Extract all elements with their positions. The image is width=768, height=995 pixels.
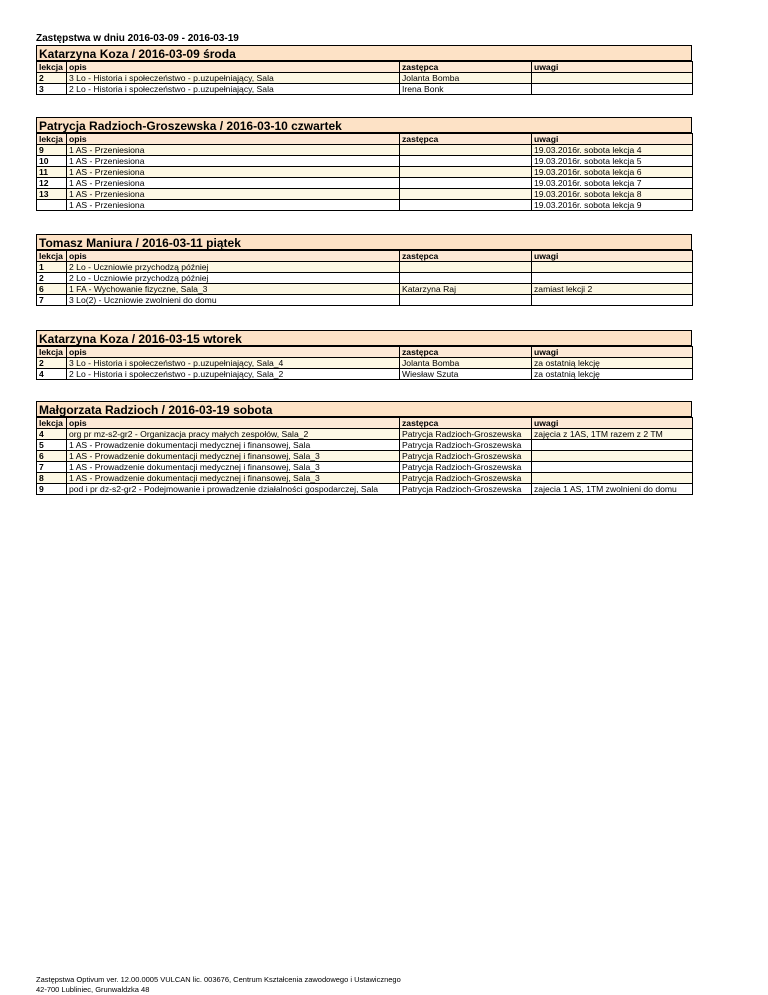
cell-opis: 1 AS - Prowadzenie dokumentacji medycznej i finansowej, Sala_3	[67, 451, 400, 462]
cell-zastepca: Jolanta Bomba	[400, 358, 532, 369]
table-row	[37, 189, 693, 200]
cell-opis: 3 Lo - Historia i społeczeństwo - p.uzupełniający, Sala_4	[67, 358, 400, 369]
cell-lekcja	[37, 200, 67, 211]
cell-lekcja: 6	[37, 451, 67, 462]
cell-opis: 3 Lo(2) - Uczniowie zwolnieni do domu	[67, 295, 400, 306]
cell-lekcja: 13	[37, 189, 67, 200]
cell-uwagi	[532, 73, 693, 84]
cell-uwagi: 19.03.2016r. sobota lekcja 4	[532, 145, 693, 156]
cell-lekcja: 2	[37, 73, 67, 84]
cell-opis: 1 AS - Przeniesiona	[67, 189, 400, 200]
cell-zastepca: Patrycja Radzioch-Groszewska	[400, 440, 532, 451]
cell-lekcja: 12	[37, 178, 67, 189]
table-header-row	[37, 62, 693, 73]
cell-uwagi	[532, 262, 693, 273]
header-zastepca: zastępca	[400, 251, 532, 262]
header-lekcja: lekcja	[37, 62, 67, 73]
section-title: Tomasz Maniura / 2016-03-11 piątek	[36, 234, 692, 250]
cell-opis: 2 Lo - Uczniowie przychodzą później	[67, 262, 400, 273]
header-lekcja: lekcja	[37, 134, 67, 145]
cell-lekcja: 2	[37, 273, 67, 284]
cell-uwagi: 19.03.2016r. sobota lekcja 9	[532, 200, 693, 211]
header-uwagi: uwagi	[532, 418, 693, 429]
table-row	[37, 73, 693, 84]
cell-opis: 1 AS - Prowadzenie dokumentacji medycznej i finansowej, Sala_3	[67, 473, 400, 484]
table-row	[37, 262, 693, 273]
cell-lekcja: 10	[37, 156, 67, 167]
table-row	[37, 440, 693, 451]
cell-opis: 1 AS - Prowadzenie dokumentacji medycznej i finansowej, Sala	[67, 440, 400, 451]
cell-uwagi	[532, 295, 693, 306]
table-header-row	[37, 134, 693, 145]
cell-zastepca	[400, 189, 532, 200]
table-row	[37, 451, 693, 462]
header-opis: opis	[67, 251, 400, 262]
table-row	[37, 284, 693, 295]
cell-zastepca: Irena Bonk	[400, 84, 532, 95]
table-row	[37, 156, 693, 167]
cell-uwagi	[532, 273, 693, 284]
table-row	[37, 273, 693, 284]
cell-lekcja: 11	[37, 167, 67, 178]
section-title: Patrycja Radzioch-Groszewska / 2016-03-10 czwartek	[36, 117, 692, 133]
cell-zastepca	[400, 273, 532, 284]
footer-line-address: 42-700 Lubliniec, Grunwaldzka 48	[36, 985, 150, 994]
cell-opis: 2 Lo - Historia i społeczeństwo - p.uzupełniający, Sala_2	[67, 369, 400, 380]
table-row	[37, 429, 693, 440]
table-row	[37, 473, 693, 484]
cell-uwagi	[532, 84, 693, 95]
cell-zastepca: Jolanta Bomba	[400, 73, 532, 84]
header-uwagi: uwagi	[532, 62, 693, 73]
cell-zastepca	[400, 178, 532, 189]
header-uwagi: uwagi	[532, 347, 693, 358]
substitution-section	[36, 401, 692, 495]
header-opis: opis	[67, 134, 400, 145]
cell-lekcja: 1	[37, 262, 67, 273]
cell-lekcja: 4	[37, 369, 67, 380]
cell-zastepca: Patrycja Radzioch-Groszewska	[400, 429, 532, 440]
header-uwagi: uwagi	[532, 134, 693, 145]
table-header-row	[37, 347, 693, 358]
section-title: Małgorzata Radzioch / 2016-03-19 sobota	[36, 401, 692, 417]
cell-opis: 1 AS - Przeniesiona	[67, 178, 400, 189]
cell-opis: 1 AS - Prowadzenie dokumentacji medycznej i finansowej, Sala_3	[67, 462, 400, 473]
header-lekcja: lekcja	[37, 418, 67, 429]
cell-lekcja: 7	[37, 295, 67, 306]
header-zastepca: zastępca	[400, 347, 532, 358]
cell-zastepca: Patrycja Radzioch-Groszewska	[400, 462, 532, 473]
header-uwagi: uwagi	[532, 251, 693, 262]
page-title: Zastępstwa w dniu 2016-03-09 - 2016-03-19	[36, 33, 239, 44]
cell-uwagi	[532, 462, 693, 473]
table-row	[37, 167, 693, 178]
section-title: Katarzyna Koza / 2016-03-09 środa	[36, 45, 692, 61]
cell-zastepca	[400, 167, 532, 178]
section-title: Katarzyna Koza / 2016-03-15 wtorek	[36, 330, 692, 346]
cell-uwagi: za ostatnią lekcję	[532, 369, 693, 380]
footer-line-license: Zastępstwa Optivum ver. 12.00.0005 VULCAN lic. 003676, Centrum Kształcenia zawodowego i Ustawicznego	[36, 975, 401, 984]
cell-zastepca	[400, 262, 532, 273]
table-header-row	[37, 418, 693, 429]
cell-uwagi: zajecia 1 AS, 1TM zwolnieni do domu	[532, 484, 693, 495]
substitution-table	[36, 61, 693, 95]
cell-zastepca: Patrycja Radzioch-Groszewska	[400, 473, 532, 484]
cell-lekcja: 9	[37, 145, 67, 156]
header-lekcja: lekcja	[37, 251, 67, 262]
table-row	[37, 295, 693, 306]
cell-opis: 1 FA - Wychowanie fizyczne, Sala_3	[67, 284, 400, 295]
substitution-section	[36, 234, 692, 306]
table-row	[37, 462, 693, 473]
cell-opis: pod i pr dz-s2-gr2 - Podejmowanie i prowadzenie działalności gospodarczej, Sala	[67, 484, 400, 495]
header-zastepca: zastępca	[400, 62, 532, 73]
substitution-table	[36, 133, 693, 211]
table-row	[37, 484, 693, 495]
cell-uwagi: zamiast lekcji 2	[532, 284, 693, 295]
cell-opis: 3 Lo - Historia i społeczeństwo - p.uzupełniający, Sala	[67, 73, 400, 84]
cell-zastepca: Patrycja Radzioch-Groszewska	[400, 451, 532, 462]
header-opis: opis	[67, 347, 400, 358]
table-row	[37, 358, 693, 369]
cell-zastepca: Katarzyna Raj	[400, 284, 532, 295]
cell-uwagi: 19.03.2016r. sobota lekcja 6	[532, 167, 693, 178]
cell-uwagi: 19.03.2016r. sobota lekcja 5	[532, 156, 693, 167]
cell-lekcja: 3	[37, 84, 67, 95]
substitution-section	[36, 330, 692, 380]
cell-lekcja: 5	[37, 440, 67, 451]
cell-lekcja: 9	[37, 484, 67, 495]
substitution-table	[36, 417, 693, 495]
cell-opis: org pr mz-s2-gr2 - Organizacja pracy małych zespołów, Sala_2	[67, 429, 400, 440]
cell-uwagi: zajęcia z 1AS, 1TM razem z 2 TM	[532, 429, 693, 440]
cell-zastepca	[400, 156, 532, 167]
cell-uwagi	[532, 451, 693, 462]
cell-opis: 1 AS - Przeniesiona	[67, 145, 400, 156]
cell-lekcja: 8	[37, 473, 67, 484]
substitution-section	[36, 117, 692, 211]
header-zastepca: zastępca	[400, 134, 532, 145]
cell-opis: 1 AS - Przeniesiona	[67, 167, 400, 178]
table-row	[37, 369, 693, 380]
table-row	[37, 200, 693, 211]
substitution-section	[36, 45, 692, 95]
cell-uwagi: 19.03.2016r. sobota lekcja 8	[532, 189, 693, 200]
cell-zastepca	[400, 145, 532, 156]
footer	[36, 975, 401, 995]
cell-zastepca	[400, 295, 532, 306]
header-lekcja: lekcja	[37, 347, 67, 358]
table-row	[37, 145, 693, 156]
cell-zastepca: Patrycja Radzioch-Groszewska	[400, 484, 532, 495]
table-header-row	[37, 251, 693, 262]
substitution-table	[36, 250, 693, 306]
header-zastepca: zastępca	[400, 418, 532, 429]
cell-opis: 1 AS - Przeniesiona	[67, 200, 400, 211]
cell-lekcja: 4	[37, 429, 67, 440]
cell-lekcja: 7	[37, 462, 67, 473]
cell-zastepca	[400, 200, 532, 211]
cell-opis: 2 Lo - Historia i społeczeństwo - p.uzupełniający, Sala	[67, 84, 400, 95]
substitution-table	[36, 346, 693, 380]
cell-uwagi: za ostatnią lekcję	[532, 358, 693, 369]
table-row	[37, 84, 693, 95]
cell-lekcja: 6	[37, 284, 67, 295]
cell-opis: 2 Lo - Uczniowie przychodzą później	[67, 273, 400, 284]
header-opis: opis	[67, 62, 400, 73]
cell-uwagi	[532, 440, 693, 451]
table-row	[37, 178, 693, 189]
cell-zastepca: Wiesław Szuta	[400, 369, 532, 380]
header-opis: opis	[67, 418, 400, 429]
cell-lekcja: 2	[37, 358, 67, 369]
cell-uwagi: 19.03.2016r. sobota lekcja 7	[532, 178, 693, 189]
cell-opis: 1 AS - Przeniesiona	[67, 156, 400, 167]
cell-uwagi	[532, 473, 693, 484]
